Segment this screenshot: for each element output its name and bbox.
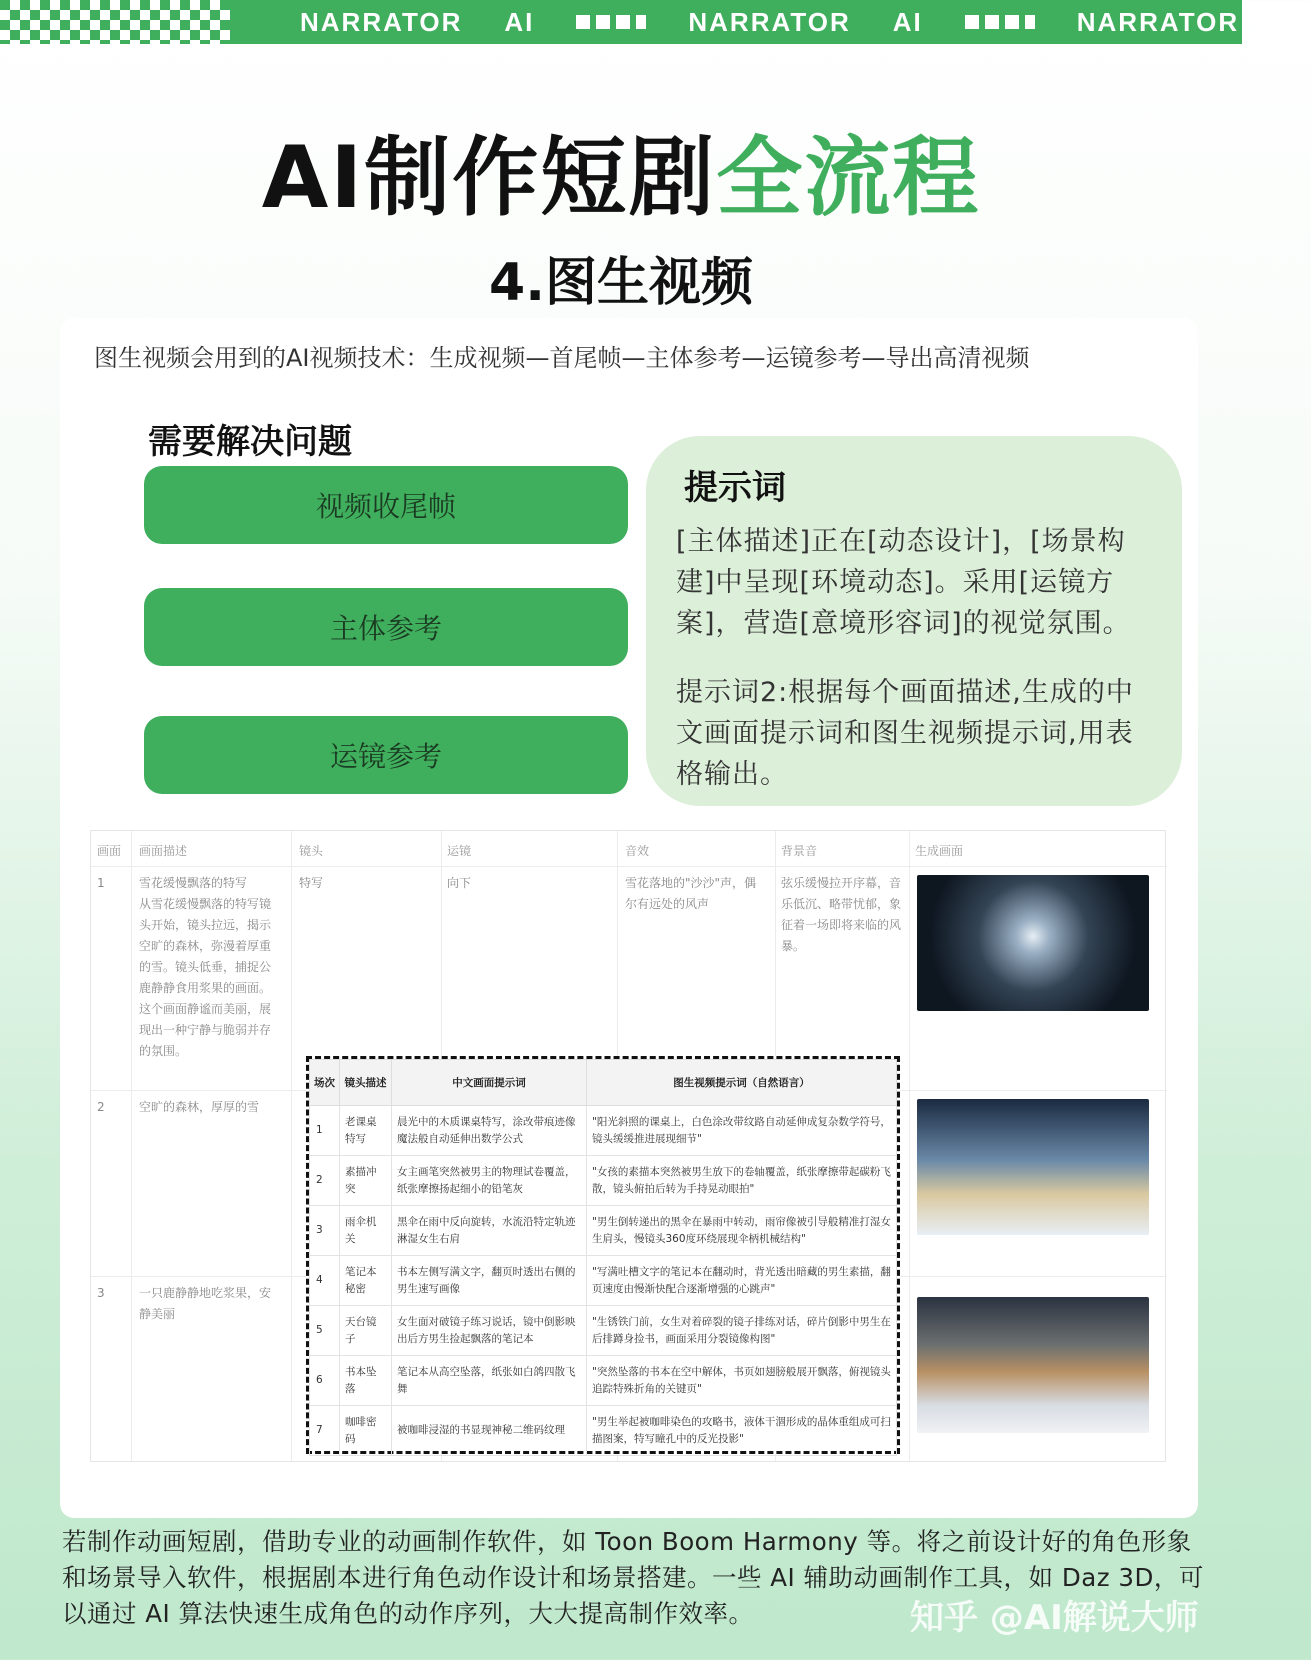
header-cell: 生成画面 — [915, 844, 964, 858]
table-row — [310, 1206, 897, 1256]
watermark: 知乎 @AI解说大师 — [910, 1598, 1199, 1638]
problem-pill-camera-reference: 运镜参考 — [144, 716, 628, 794]
video-prompt: "写满吐槽文字的笔记本在翻动时，背光透出暗藏的男生素描，翻页速度由慢渐快配合逐渐增强的心跳声" — [587, 1256, 897, 1306]
ticker-word: AI — [1281, 6, 1311, 37]
prompt-table-header — [310, 1060, 897, 1106]
scene-number: 2 — [310, 1156, 340, 1206]
row-number: 2 — [97, 1100, 105, 1114]
stripe-decoration — [576, 15, 646, 29]
prompt-table-highlight — [306, 1056, 900, 1454]
header-cell: 镜头 — [299, 844, 324, 858]
shot-description: 咖啡密码 — [340, 1406, 392, 1456]
shot-description: 素描冲突 — [340, 1156, 392, 1206]
scene-number: 4 — [310, 1256, 340, 1306]
table-row — [310, 1256, 897, 1306]
problems-heading: 需要解决问题 — [148, 422, 352, 462]
shot-description: 笔记本秘密 — [340, 1256, 392, 1306]
table-row — [310, 1306, 897, 1356]
row-shot: 特写 — [299, 876, 324, 890]
video-prompt: "阳光斜照的课桌上，白色涂改带纹路自动延伸成复杂数学符号，镜头缓缓推进展现细节" — [587, 1106, 897, 1156]
table-row — [310, 1406, 897, 1456]
row-sound-effect: 雪花落地的"沙沙"声，偶尔有远处的风声 — [625, 876, 757, 911]
header-cell: 中文画面提示词 — [392, 1060, 587, 1106]
scene-number: 3 — [310, 1206, 340, 1256]
video-prompt: "男生倒转递出的黑伞在暴雨中转动，雨帘像被引导般精准打湿女生肩头，慢镜头360度环绕展现伞柄机械结构" — [587, 1206, 897, 1256]
title-main: AI制作短剧 — [261, 128, 717, 228]
shot-description: 天台镜子 — [340, 1306, 392, 1356]
prompt-template-text: [主体描述]正在[动态设计]，[场景构建]中呈现[环境动态]。采用[运镜方案]，营造[意境形容词]的视觉氛围。 — [676, 526, 1131, 639]
chinese-prompt: 黑伞在雨中反向旋转，水流沿特定轨迹淋湿女生右肩 — [392, 1206, 587, 1256]
scene-number: 6 — [310, 1356, 340, 1406]
problem-pill-subject-reference: 主体参考 — [144, 588, 628, 666]
shot-description: 书本坠落 — [340, 1356, 392, 1406]
video-prompt: "女孩的素描本突然被男生放下的卷轴覆盖，纸张摩擦带起碳粉飞散，镜头俯拍后转为手持晃动眼拍" — [587, 1156, 897, 1206]
video-prompt: "突然坠落的书本在空中解体，书页如翅膀般展开飘落，俯视镜头追踪特殊折角的关键页" — [587, 1356, 897, 1406]
row-description: 雪花缓慢飘落的特写 从雪花缓慢飘落的特写镜头开始，镜头拉远，揭示空旷的森林，弥漫着厚重的雪。镜头低垂，捕捉公鹿静静食用浆果的画面。这个画面静谧而美丽，展现出一种宁静与脆弱并存的氛围。 — [139, 876, 272, 1058]
section-subtitle: 4.图生视频 — [489, 253, 753, 313]
page-title — [0, 108, 1242, 232]
shot-description: 雨伞机关 — [340, 1206, 392, 1256]
snowflake-forest-image — [917, 875, 1149, 1011]
problem-pill-end-frame: 视频收尾帧 — [144, 466, 628, 544]
header-cell: 画面 — [97, 844, 122, 858]
prompt-heading: 提示词 — [684, 468, 786, 508]
header-cell: 镜头描述 — [340, 1060, 392, 1106]
header-cell: 画面描述 — [139, 844, 188, 858]
chinese-prompt: 女生面对破镜子练习说话，镜中倒影映出后方男生捡起飘落的笔记本 — [392, 1306, 587, 1356]
prompt-box — [646, 436, 1182, 806]
deer-forest-image — [917, 1297, 1149, 1433]
scene-number: 5 — [310, 1306, 340, 1356]
table-row — [310, 1106, 897, 1156]
title-accent: 全流程 — [716, 128, 981, 228]
row-camera-move: 向下 — [447, 876, 472, 890]
header-cell: 图生视频提示词（自然语言） — [587, 1060, 897, 1106]
chinese-prompt: 晨光中的木质课桌特写，涂改带痕迹像魔法般自动延伸出数学公式 — [392, 1106, 587, 1156]
chinese-prompt: 书本左侧写满文字，翻页时透出右侧的男生速写画像 — [392, 1256, 587, 1306]
table-row — [310, 1156, 897, 1206]
snowy-forest-image — [917, 1099, 1149, 1235]
ticker-word: NARRATOR — [300, 6, 463, 37]
stripe-decoration — [965, 15, 1035, 29]
video-prompt: "男生举起被咖啡染色的攻略书，液体干涸形成的晶体重组成可扫描图案，特写瞳孔中的反光投影" — [587, 1406, 897, 1456]
table-row — [310, 1356, 897, 1406]
chinese-prompt: 女主画笔突然被男主的物理试卷覆盖，纸张摩擦扬起细小的铅笔灰 — [392, 1156, 587, 1206]
shot-description: 老课桌特写 — [340, 1106, 392, 1156]
checker-pattern — [0, 0, 230, 44]
bottom-paragraph: 若制作动画短剧，借助专业的动画制作软件，如 Toon Boom Harmony 等。将之前设计好的角色形象和场景导入软件，根据剧本进行角色动作设计和场景搭建。一些 AI 辅助动画制作工具，如 Daz 3D，可以通过 AI 算法快速生成角色的动作序列，大大提高制作效率。 — [62, 1527, 1204, 1628]
prompt-table — [309, 1059, 897, 1456]
ticker-word: AI — [504, 6, 535, 37]
row-description: 一只鹿静静地吃浆果，安静美丽 — [139, 1286, 272, 1321]
tech-description: 图生视频会用到的AI视频技术：生成视频—首尾帧—主体参考—运镜参考—导出高清视频 — [94, 344, 1030, 372]
ticker-word: NARRATOR — [1076, 6, 1240, 37]
ticker-word: NARRATOR — [688, 6, 851, 37]
header-cell: 音效 — [625, 844, 650, 858]
prompt-table-text: 提示词2:根据每个画面描述,生成的中文画面提示词和图生视频提示词,用表格输出。 — [676, 677, 1134, 790]
row-number: 1 — [97, 876, 105, 890]
row-number: 3 — [97, 1286, 105, 1300]
header-cell: 场次 — [310, 1060, 340, 1106]
top-banner — [0, 0, 1311, 44]
scene-number: 1 — [310, 1106, 340, 1156]
ticker-word: AI — [892, 6, 923, 37]
row-description: 空旷的森林，厚厚的雪 — [139, 1100, 260, 1114]
header-cell: 运镜 — [447, 844, 472, 858]
scene-number: 7 — [310, 1406, 340, 1456]
chinese-prompt: 笔记本从高空坠落，纸张如白鸽四散飞舞 — [392, 1356, 587, 1406]
video-prompt: "生锈铁门前，女生对着碎裂的镜子排练对话，碎片倒影中男生在后排蹲身捡书，画面采用分裂镜像构图" — [587, 1306, 897, 1356]
brand-ticker — [300, 0, 1311, 44]
row-background-music: 弦乐缓慢拉开序幕，音乐低沉、略带忧郁，象征着一场即将来临的风暴。 — [781, 876, 902, 953]
header-cell: 背景音 — [781, 844, 818, 858]
chinese-prompt: 被咖啡浸湿的书显现神秘二维码纹理 — [392, 1406, 587, 1456]
